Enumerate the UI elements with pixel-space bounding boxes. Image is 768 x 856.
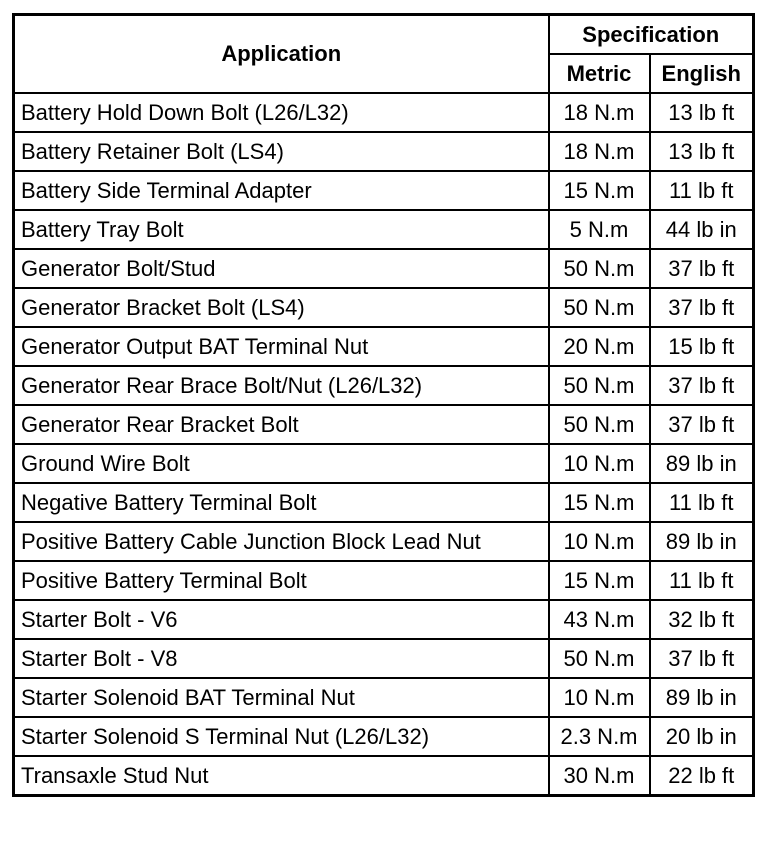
metric-cell: 50 N.m <box>549 405 650 444</box>
metric-cell: 10 N.m <box>549 678 650 717</box>
english-column-header: English <box>650 54 754 93</box>
application-cell: Battery Side Terminal Adapter <box>14 171 549 210</box>
table-row <box>14 327 754 366</box>
english-cell: 89 lb in <box>650 444 754 483</box>
english-cell: 37 lb ft <box>650 639 754 678</box>
english-cell: 15 lb ft <box>650 327 754 366</box>
application-cell: Starter Solenoid BAT Terminal Nut <box>14 678 549 717</box>
metric-cell: 10 N.m <box>549 444 650 483</box>
application-cell: Positive Battery Terminal Bolt <box>14 561 549 600</box>
english-cell: 37 lb ft <box>650 405 754 444</box>
metric-cell: 15 N.m <box>549 561 650 600</box>
application-cell: Transaxle Stud Nut <box>14 756 549 796</box>
english-cell: 11 lb ft <box>650 171 754 210</box>
application-cell: Starter Bolt - V6 <box>14 600 549 639</box>
english-cell: 20 lb in <box>650 717 754 756</box>
fastener-torque-spec-table <box>12 13 755 797</box>
english-cell: 32 lb ft <box>650 600 754 639</box>
application-cell: Generator Bolt/Stud <box>14 249 549 288</box>
metric-cell: 50 N.m <box>549 249 650 288</box>
metric-cell: 20 N.m <box>549 327 650 366</box>
english-cell: 37 lb ft <box>650 366 754 405</box>
table-header <box>14 15 754 94</box>
metric-cell: 5 N.m <box>549 210 650 249</box>
metric-cell: 30 N.m <box>549 756 650 796</box>
application-cell: Generator Output BAT Terminal Nut <box>14 327 549 366</box>
application-cell: Generator Rear Bracket Bolt <box>14 405 549 444</box>
application-cell: Starter Bolt - V8 <box>14 639 549 678</box>
table-row <box>14 444 754 483</box>
table-row <box>14 639 754 678</box>
application-cell: Battery Hold Down Bolt (L26/L32) <box>14 93 549 132</box>
application-cell: Starter Solenoid S Terminal Nut (L26/L32) <box>14 717 549 756</box>
english-cell: 11 lb ft <box>650 483 754 522</box>
table-row <box>14 93 754 132</box>
table-row <box>14 366 754 405</box>
metric-cell: 50 N.m <box>549 288 650 327</box>
metric-cell: 10 N.m <box>549 522 650 561</box>
english-cell: 13 lb ft <box>650 132 754 171</box>
table-row <box>14 171 754 210</box>
metric-cell: 50 N.m <box>549 366 650 405</box>
table-body <box>14 93 754 796</box>
table-row <box>14 756 754 796</box>
english-cell: 89 lb in <box>650 522 754 561</box>
metric-cell: 15 N.m <box>549 171 650 210</box>
header-row-top <box>14 15 754 55</box>
metric-cell: 18 N.m <box>549 93 650 132</box>
english-cell: 44 lb in <box>650 210 754 249</box>
english-cell: 37 lb ft <box>650 288 754 327</box>
table-row <box>14 522 754 561</box>
metric-cell: 18 N.m <box>549 132 650 171</box>
application-cell: Generator Rear Brace Bolt/Nut (L26/L32) <box>14 366 549 405</box>
table-row <box>14 132 754 171</box>
application-cell: Battery Retainer Bolt (LS4) <box>14 132 549 171</box>
metric-cell: 43 N.m <box>549 600 650 639</box>
metric-cell: 2.3 N.m <box>549 717 650 756</box>
english-cell: 22 lb ft <box>650 756 754 796</box>
metric-cell: 50 N.m <box>549 639 650 678</box>
metric-cell: 15 N.m <box>549 483 650 522</box>
table-row <box>14 678 754 717</box>
table-row <box>14 288 754 327</box>
table-row <box>14 600 754 639</box>
application-cell: Ground Wire Bolt <box>14 444 549 483</box>
specification-column-header: Specification <box>549 15 754 55</box>
table-row <box>14 405 754 444</box>
table-row <box>14 717 754 756</box>
metric-column-header: Metric <box>549 54 650 93</box>
english-cell: 11 lb ft <box>650 561 754 600</box>
table-row <box>14 210 754 249</box>
application-cell: Battery Tray Bolt <box>14 210 549 249</box>
table-row <box>14 249 754 288</box>
application-cell: Generator Bracket Bolt (LS4) <box>14 288 549 327</box>
english-cell: 13 lb ft <box>650 93 754 132</box>
application-column-header: Application <box>14 15 549 94</box>
english-cell: 37 lb ft <box>650 249 754 288</box>
english-cell: 89 lb in <box>650 678 754 717</box>
table-row <box>14 483 754 522</box>
application-cell: Negative Battery Terminal Bolt <box>14 483 549 522</box>
table-row <box>14 561 754 600</box>
application-cell: Positive Battery Cable Junction Block Lead Nut <box>14 522 549 561</box>
